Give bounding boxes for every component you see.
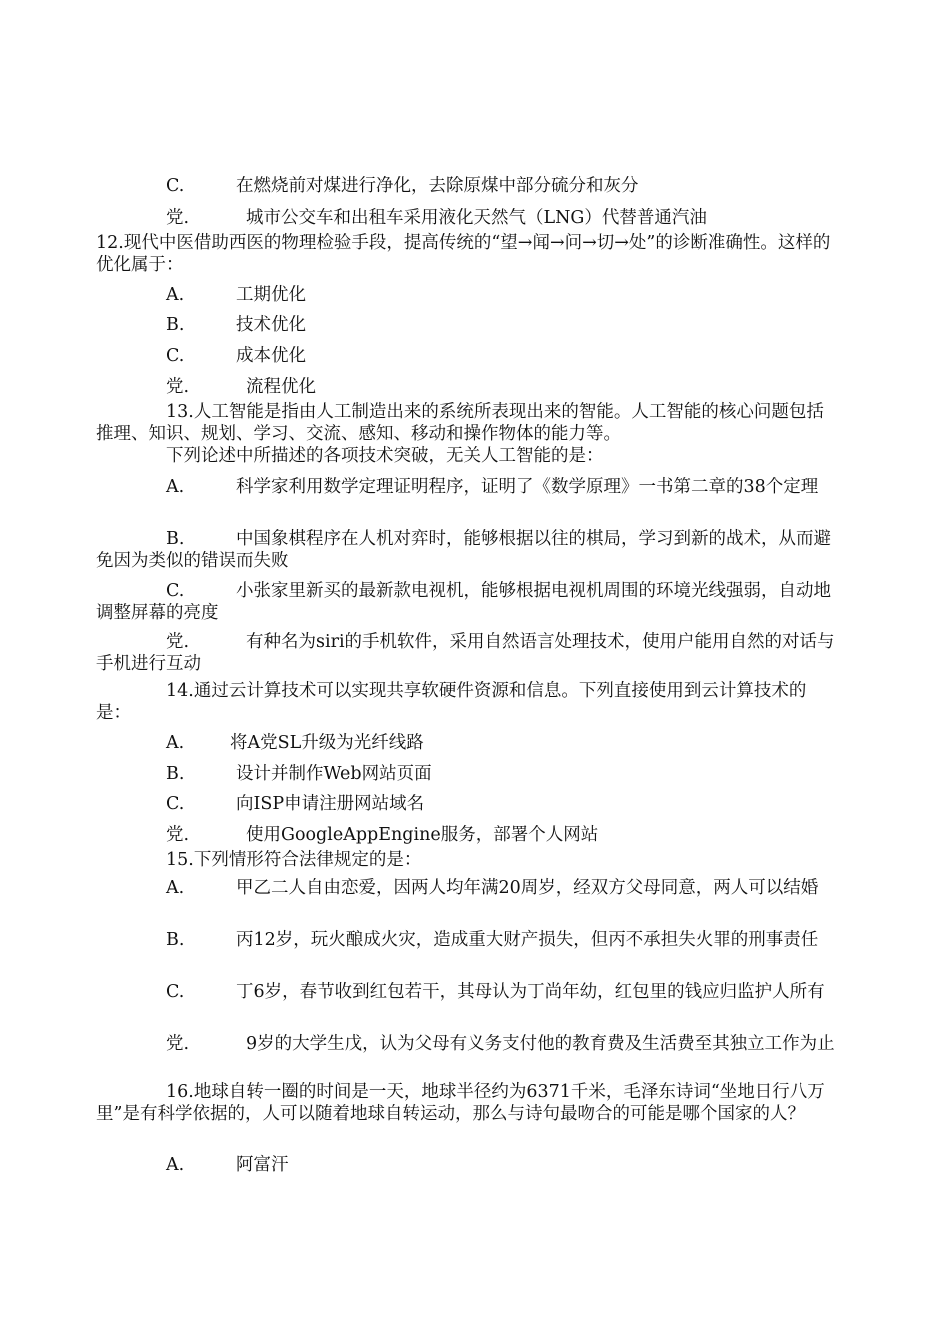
question-stem: 15.下列情形符合法律规定的是： [166,850,422,870]
option-label: A. [166,477,185,497]
option-label: B. [166,529,185,549]
option-label: A. [166,733,185,753]
option-label: C. [166,176,185,196]
option-label: C. [166,346,185,366]
question-stem: 14.通过云计算技术可以实现共享软硬件资源和信息。下列直接使用到云计算技术的是： [96,681,807,723]
question-stem-continued: 下列论述中所描述的各项技术突破，无关人工智能的是： [166,446,604,466]
option-label: C. [166,794,185,814]
option-label: B. [166,930,185,950]
option-label: 党. [166,208,190,228]
option-text: 甲乙二人自由恋爱，因两人均年满20周岁，经双方父母同意，两人可以结婚 [236,878,819,898]
option-text: 阿富汗 [236,1155,289,1175]
option-label: C. [166,581,185,601]
option-text: 将A党SL升级为光纤线路 [230,733,424,753]
option-label: 党. [166,825,190,845]
option-label: A. [166,285,185,305]
option-text: 在燃烧前对煤进行净化，去除原煤中部分硫分和灰分 [236,176,639,196]
option-text: 技术优化 [236,315,306,335]
option-text: 向ISP申请注册网站域名 [236,794,425,814]
option-text: 设计并制作Web网站页面 [236,764,432,784]
option-text: 科学家利用数学定理证明程序，证明了《数学原理》一书第二章的38个定理 [236,477,819,497]
option-label: 党. [166,377,190,397]
option-label: 党. [166,632,190,652]
option-label: B. [166,315,185,335]
option-text: 城市公交车和出租车采用液化天然气（LNG）代替普通汽油 [246,208,707,228]
option-label: A. [166,878,185,898]
option-text: 使用GoogleAppEngine服务，部署个人网站 [246,825,599,845]
question-stem: 12.现代中医借助西医的物理检验手段，提高传统的“望→闻→问→切→处”的诊断准确性。这样的优化属于： [96,233,831,275]
option-label: B. [166,764,185,784]
option-text: 丁6岁，春节收到红包若干，其母认为丁尚年幼，红包里的钱应归监护人所有 [236,982,825,1002]
option-label: A. [166,1155,185,1175]
option-text: 丙12岁，玩火酿成火灾，造成重大财产损失，但丙不承担失火罪的刑事责任 [236,930,819,950]
option-text: 小张家里新买的最新款电视机，能够根据电视机周围的环境光线强弱，自动地调整屏幕的亮度 [96,581,831,623]
option-label: 党. [166,1034,190,1054]
option-text: 流程优化 [246,377,316,397]
option-text: 成本优化 [236,346,306,366]
option-text: 工期优化 [236,285,306,305]
option-text: 中国象棋程序在人机对弈时，能够根据以往的棋局，学习到新的战术，从而避免因为类似的错误而失败 [96,529,831,571]
question-stem: 13.人工智能是指由人工制造出来的系统所表现出来的智能。人工智能的核心问题包括推理、知识、规划、学习、交流、感知、移动和操作物体的能力等。 [96,402,824,444]
option-label: C. [166,982,185,1002]
question-stem: 16.地球自转一圈的时间是一天，地球半径约为6371千米，毛泽东诗词“坐地日行八万里”是有科学依据的，人可以随着地球自转运动，那么与诗句最吻合的可能是哪个国家的人？ [96,1082,825,1124]
option-text: 有种名为siri的手机软件，采用自然语言处理技术，使用户能用自然的对话与手机进行互动 [96,632,835,674]
option-text: 9岁的大学生戊，认为父母有义务支付他的教育费及生活费至其独立工作为止 [246,1034,835,1054]
